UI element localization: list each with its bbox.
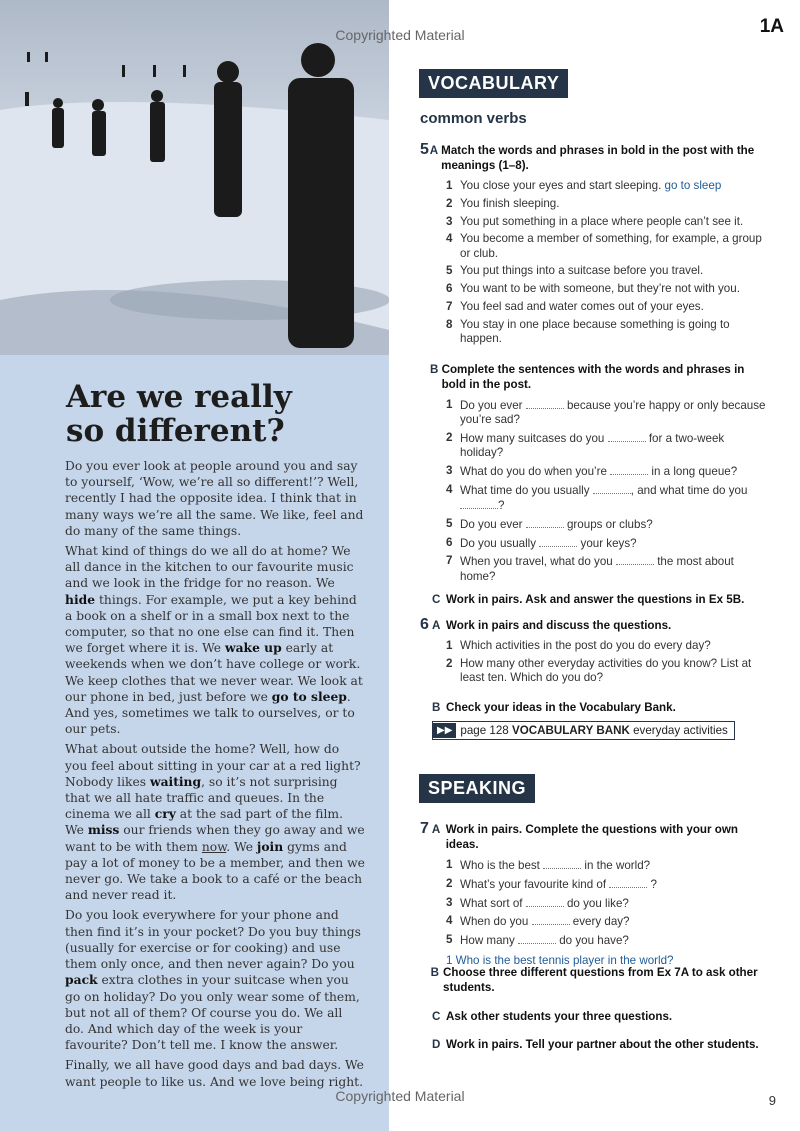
exercise-6b: B Check your ideas in the Vocabulary Bank. ▶▶ page 128 VOCABULARY BANK everyday activities (420, 700, 770, 740)
exercise-7b: B Choose three different questions from Ex 7A to ask other students. (420, 965, 770, 995)
watermark-top: Copyrighted Material (335, 27, 465, 43)
paragraph-2: What kind of things do we all do at home? We all dance in the kitchen to our favourite music and we look in the fridge for no reason. We hide things. For example, we put a key behind a book on a shelf or in a small box next to the computer, so that no one else can find it. Then we forget where it is. We wake up early at weekends when we don’t have college or work. We keep clothes that we never wear. We look at our phone in bed, just before we go to sleep. And yes, sometimes we talk to ourselves, or to our pets. (65, 544, 363, 737)
answer-blank[interactable] (460, 498, 498, 509)
speaking-heading: SPEAKING (419, 774, 535, 803)
answer-blank[interactable] (532, 914, 570, 925)
answer-blank[interactable] (526, 398, 564, 409)
paragraph-1: Do you ever look at people around you and say to yourself, ‘Wow, we’re all so different!’? Well, recently I had the opposite idea. I think that in many ways we’re all the same. We like, feel and do many of the same things. (65, 459, 364, 538)
list-item: 2 How many suitcases do you for a two-week holiday? (446, 431, 725, 460)
instruction: Complete the sentences with the words and phrases in bold in the post. (441, 363, 745, 391)
answer-blank[interactable] (526, 896, 564, 907)
instruction: Work in pairs. Complete the questions with your own ideas. (445, 823, 738, 851)
list-item: 8 You stay in one place because something is going to happen. (446, 317, 730, 345)
answer-blank[interactable] (518, 933, 556, 944)
answer-blank[interactable] (610, 464, 648, 475)
answer-blank[interactable] (609, 877, 647, 888)
exercise-7a: 7 A Work in pairs. Complete the questions with your own ideas. 1 Who is the best in the world? 2 What’s your favourite kind of ? 3 What sort of do you like? 4 When do you every day? 5 How many do you have? 1 Who is the best tennis player in the world? (420, 821, 770, 967)
watermark-bottom: Copyrighted Material (335, 1088, 465, 1104)
list-item: 1 Which activities in the post do you do every day? (446, 639, 711, 652)
paragraph-5: Finally, we all have good days and bad days. We want people to like us. And we love being right. (65, 1058, 364, 1089)
page-number: 9 (768, 1093, 776, 1108)
list-item: 1 Who is the best in the world? (446, 858, 651, 872)
paragraph-4: Do you look everywhere for your phone and then find it’s in your pocket? Do you buy things (usually for exercise or for cooking) and use them only once, and then never again? Do you pack extra clothes in your suitcase when you go on holiday? Do you only wear some of them, but not all of them? Of course you do. We all do. And which day of the week is your favourite? Don’t tell me. I know the answer. (65, 908, 361, 1053)
exercise-number: 7 (420, 820, 429, 837)
list-item: 5 You put things into a suitcase before you travel. (446, 264, 704, 278)
instruction: Ask other students your three questions. (446, 1010, 673, 1023)
list-item: 2 What’s your favourite kind of ? (446, 876, 657, 891)
answer-example: go to sleep (664, 179, 722, 192)
list-item: 7 You feel sad and water comes out of your eyes. (446, 299, 704, 313)
paragraph-3: What about outside the home? Well, how do you feel about sitting in your car at a red light? Nobody likes waiting, so it’s not surprising that we all hate traffic and queues. In the cinema we all cry at the sad part of the film. We miss our friends when they go away and we want to be with them now. We join gyms and pay a lot of money to be a member, and then we never go. We take a book to a café or the beach and never read it. (65, 742, 365, 903)
exercise-7c: C Ask other students your three questions. (432, 1010, 673, 1023)
answer-blank[interactable] (526, 517, 564, 528)
vocabulary-bank-link[interactable]: ▶▶ page 128 VOCABULARY BANK everyday activities (432, 721, 735, 740)
list-item: 1 You close your eyes and start sleeping. go to sleep (446, 179, 722, 192)
list-item: 3 What sort of do you like? (446, 895, 629, 910)
list-item: 4 You become a member of something, for example, a group or club. (446, 232, 762, 260)
list-item: 2 How many other everyday activities do you know? List at least ten. Which do you do? (446, 656, 752, 684)
exercise-letter: A (429, 144, 439, 157)
answer-blank[interactable] (608, 431, 646, 442)
instruction: Choose three different questions from Ex 7A to ask other students. (443, 966, 758, 994)
instruction: Work in pairs. Ask and answer the questions in Ex 5B. (446, 593, 745, 606)
list-item: 3 What do you do when you’re in a long queue? (446, 464, 738, 478)
exercise-5b: B Complete the sentences with the words and phrases in bold in the post. 1 Do you ever because you’re happy or only because you’re sad? 2 How many suitcases do you for a two-week holiday? 3 What do you do when you’re in a long queue? 4 What time do you usually , and what time do you ? 5 Do you ever groups or clubs? 6 Do you usually your keys? 7 When you travel, what do you the most about home? (420, 362, 770, 587)
answer-blank[interactable] (593, 483, 631, 494)
vocabulary-heading: VOCABULARY (419, 69, 568, 98)
answer-blank[interactable] (616, 554, 654, 565)
list-item: 2 You finish sleeping. (446, 196, 560, 210)
list-item: 5 How many do you have? (446, 933, 629, 948)
vocabulary-subheading: common verbs (420, 110, 527, 127)
fast-forward-icon: ▶▶ (433, 723, 456, 738)
instruction: Check your ideas in the Vocabulary Bank. (446, 701, 676, 714)
unit-code: 1A (759, 16, 784, 37)
exercise-7d: D Work in pairs. Tell your partner about the other students. (432, 1038, 759, 1051)
instruction: Match the words and phrases in bold in the post with the meanings (1–8). (441, 144, 755, 172)
title-line-2: so different? (66, 413, 285, 449)
list-item: 4 What time do you usually , and what time do you ? (446, 482, 748, 512)
exercise-6a: 6 A Work in pairs and discuss the questions. 1 Which activities in the post do you do every day? 2 How many other everyday activities do you know? List at least ten. Which do you do? (420, 617, 770, 689)
answer-blank[interactable] (543, 858, 581, 869)
list-item: 6 Do you usually your keys? (446, 535, 637, 550)
list-item: 4 When do you every day? (446, 914, 630, 929)
article-photo (0, 0, 389, 355)
exercise-number: 5 (420, 141, 429, 158)
example-answer: 1 Who is the best tennis player in the world? (446, 954, 674, 968)
title-line-1: Are we really (66, 379, 292, 415)
list-item: 3 You put something in a place where people can’t see it. (446, 214, 744, 228)
article-body (65, 458, 365, 1094)
instruction: Work in pairs and discuss the questions. (446, 619, 672, 632)
list-item: 7 When you travel, what do you the most about home? (446, 554, 734, 583)
list-item: 5 Do you ever groups or clubs? (446, 516, 653, 531)
list-item: 1 Do you ever because you’re happy or only because you’re sad? (446, 398, 766, 427)
instruction: Work in pairs. Tell your partner about the other students. (446, 1038, 759, 1051)
list-item: 6 You want to be with someone, but they’re not with you. (446, 282, 740, 296)
answer-blank[interactable] (539, 536, 577, 547)
exercise-number: 6 (420, 616, 429, 633)
exercise-5c: C Work in pairs. Ask and answer the questions in Ex 5B. (432, 593, 745, 606)
article-title (66, 380, 292, 448)
exercise-5a (420, 142, 770, 350)
